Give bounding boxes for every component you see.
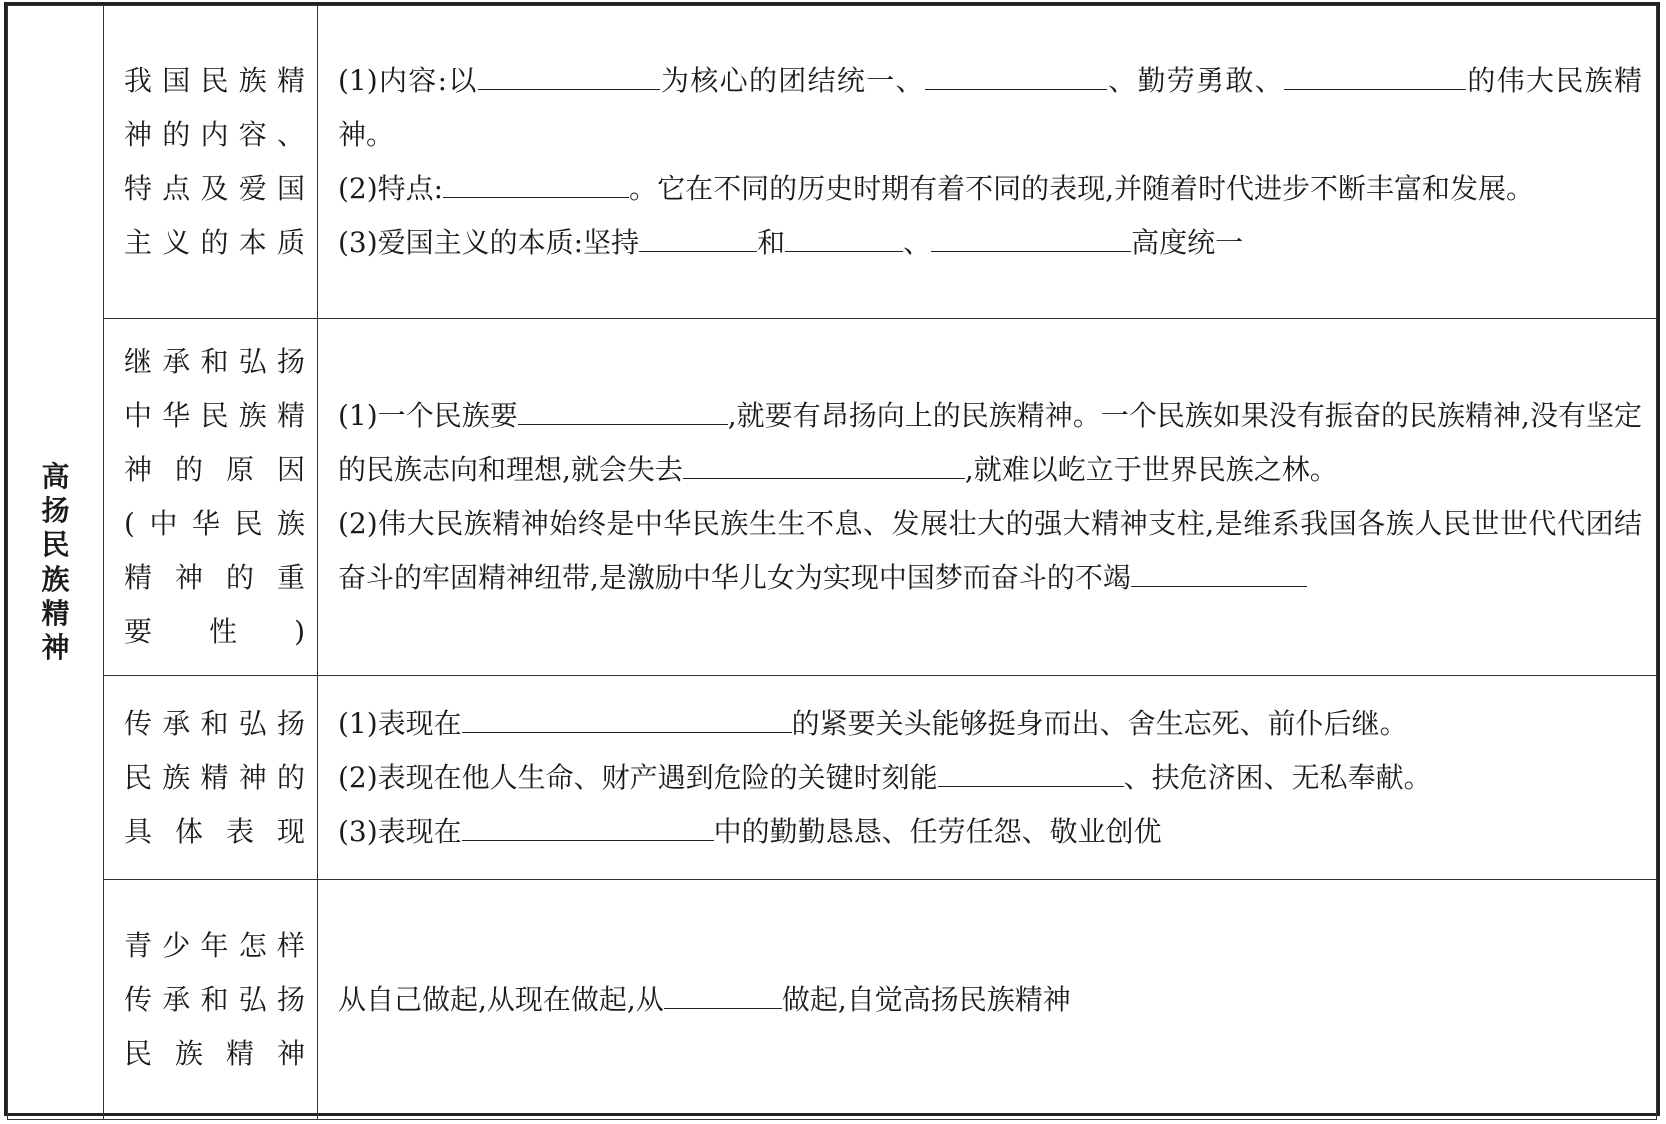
content-paragraph xyxy=(338,389,1642,497)
text-segment: (1)表现在 xyxy=(338,706,462,740)
worksheet xyxy=(4,2,1660,1116)
topic-line: 传承和弘扬 xyxy=(124,982,305,1016)
topic-line: 特点及爱国 xyxy=(124,172,305,205)
summary-table xyxy=(7,5,1657,1120)
topic-line: 民族精神 xyxy=(124,1036,305,1070)
text-segment: 。它在不同的历史时期有着不同的表现,并随着时代进步不断丰富和发展。 xyxy=(629,172,1535,205)
fill-blank[interactable] xyxy=(1284,59,1466,90)
fill-blank[interactable] xyxy=(925,59,1107,90)
fill-blank[interactable] xyxy=(478,59,660,90)
main-title-char: 族 xyxy=(41,562,70,596)
main-title-char: 民 xyxy=(41,528,70,562)
topic-cell xyxy=(104,676,318,880)
main-title xyxy=(8,6,104,1120)
topic-cell xyxy=(104,880,318,1120)
topic-line: 神的内容、 xyxy=(124,118,305,151)
main-title-char: 高 xyxy=(41,460,70,494)
text-segment: 和 xyxy=(757,226,786,259)
fill-blank[interactable] xyxy=(639,221,757,252)
topic-line: 民族精神的 xyxy=(124,760,305,794)
topic-line: 要性) xyxy=(124,615,305,648)
topic-line: 中华民族精 xyxy=(124,399,305,432)
fill-blank[interactable] xyxy=(938,756,1124,787)
fill-blank[interactable] xyxy=(931,221,1131,252)
content-cell xyxy=(318,676,1657,880)
content-paragraph xyxy=(338,697,1642,751)
topic-line: 继承和弘扬 xyxy=(124,345,305,378)
fill-blank[interactable] xyxy=(664,978,782,1009)
table-row xyxy=(8,676,1657,880)
content-paragraph xyxy=(338,54,1642,162)
content-paragraph xyxy=(338,216,1642,270)
fill-blank[interactable] xyxy=(785,221,903,252)
text-segment: 做起,自觉高扬民族精神 xyxy=(781,982,1071,1016)
text-segment: 的伟大民族精神。 xyxy=(338,64,1642,151)
text-segment: ,就难以屹立于世界民族之林。 xyxy=(964,453,1338,486)
topic-line: 主义的本质 xyxy=(124,226,305,259)
text-segment: 中的勤勤恳恳、任劳任怨、敬业创优 xyxy=(713,814,1162,848)
main-title-char: 精 xyxy=(41,596,70,630)
text-segment: 从自己做起,从现在做起,从 xyxy=(338,982,664,1016)
text-segment: 、扶危济困、无私奉献。 xyxy=(1123,760,1432,794)
content-paragraph xyxy=(338,497,1642,605)
table-row xyxy=(8,319,1657,676)
topic-line: 青少年怎样 xyxy=(124,928,305,962)
text-segment: (2)特点: xyxy=(338,172,444,205)
fill-blank[interactable] xyxy=(683,448,965,479)
main-title-char: 神 xyxy=(41,630,70,664)
content-cell xyxy=(318,6,1657,319)
fill-blank[interactable] xyxy=(462,702,792,733)
text-segment: (2)表现在他人生命、财产遇到危险的关键时刻能 xyxy=(338,760,938,794)
content-paragraph xyxy=(338,751,1642,805)
content-paragraph xyxy=(338,805,1642,859)
text-segment: (3)表现在 xyxy=(338,814,462,848)
text-segment: ,就要有昂扬向上的民族精神。一个民族如果没有振奋的民族精神,没有坚定的民族志向和理想,就会失去 xyxy=(338,399,1642,486)
fill-blank[interactable] xyxy=(1219,556,1307,587)
fill-blank[interactable] xyxy=(1131,556,1219,587)
fill-blank[interactable] xyxy=(462,810,714,841)
table-row xyxy=(8,880,1657,1120)
text-segment: (1)一个民族要 xyxy=(338,399,518,432)
table-row xyxy=(8,6,1657,319)
topic-line: (中华民族 xyxy=(124,507,305,540)
topic-cell xyxy=(104,319,318,676)
topic-line: 传承和弘扬 xyxy=(124,706,305,740)
fill-blank[interactable] xyxy=(443,167,629,198)
text-segment: 为核心的团结统一、 xyxy=(659,64,925,97)
text-segment: 高度统一 xyxy=(1131,226,1244,259)
content-paragraph xyxy=(338,973,1642,1027)
text-segment: (2)伟大民族精神始终是中华民族生生不息、发展壮大的强大精神支柱,是维系我国各族人民世世代代团结奋斗的牢固精神纽带,是激励中华儿女为实现中国梦而奋斗的不竭 xyxy=(338,507,1642,594)
topic-line: 神的原因 xyxy=(124,453,305,486)
text-segment: 的紧要关头能够挺身而出、舍生忘死、前仆后继。 xyxy=(791,706,1408,740)
topic-line: 我国民族精 xyxy=(124,64,305,97)
text-segment: (3)爱国主义的本质:坚持 xyxy=(338,226,640,259)
content-paragraph xyxy=(338,162,1642,216)
topic-line: 具体表现 xyxy=(124,814,305,848)
content-cell xyxy=(318,880,1657,1120)
text-segment: (1)内容:以 xyxy=(338,64,478,97)
topic-cell xyxy=(104,6,318,319)
topic-line: 精神的重 xyxy=(124,561,305,594)
main-title-char: 扬 xyxy=(41,494,70,528)
fill-blank[interactable] xyxy=(518,394,728,425)
text-segment: 、 xyxy=(903,226,932,259)
content-cell xyxy=(318,319,1657,676)
text-segment: 、勤劳勇敢、 xyxy=(1106,64,1285,97)
